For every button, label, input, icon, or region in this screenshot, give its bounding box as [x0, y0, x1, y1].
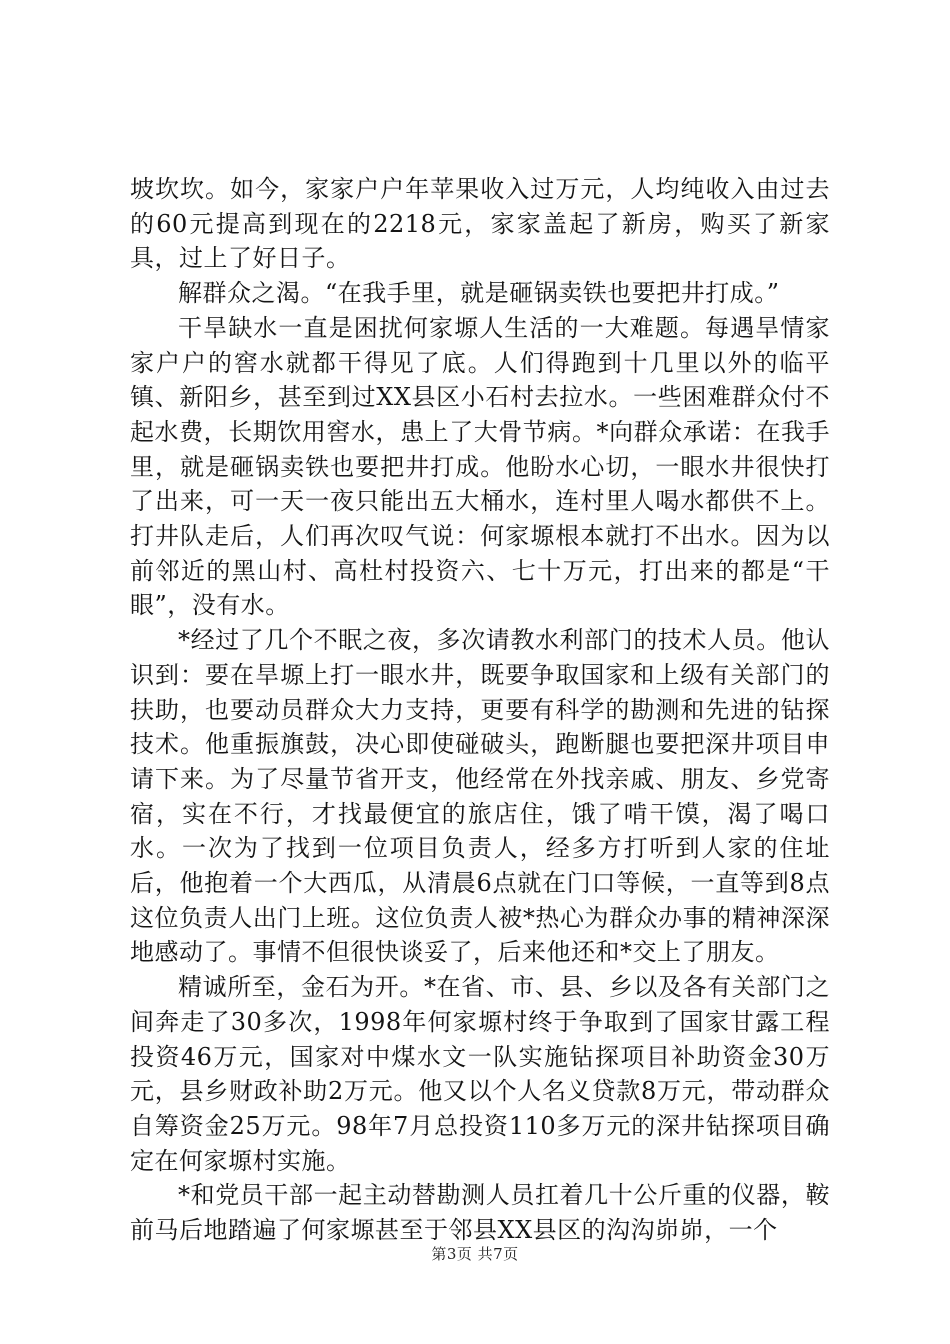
paragraph: 解群众之渴。“在我手里，就是砸锅卖铁也要把井打成。”	[178, 279, 780, 308]
paragraph: *经过了几个不眠之夜，多次请教水利部门的技术人员。他认识到：要在旱塬上打一眼水井，既要争取国家和上级有关部门的扶助，也要动员群众大力支持，更要有科学的勘测和先进的钻探技术。他重振旗鼓，决心即使碰破头，跑断腿也要把深井项目申请下来。为了尽量节省开支，他经常在外找亲戚、朋友、乡党寄宿，实在不行，才找最便宜的旅店住，饿了啃干馍，渴了喝口水。一次为了找到一位项目负责人，经多方打听到人家的住址后，他抱着一个大西瓜，从清晨6点就在门口等候，一直等到8点这位负责人出门上班。这位负责人被*热心为群众办事的精神深深地感动了。事情不但很快谈妥了，后来他还和*交上了朋友。	[130, 626, 830, 967]
document-body	[130, 172, 830, 1248]
page-footer: 第3页 共7页	[431, 1245, 519, 1263]
paragraph-continued: 坡坎坎。如今，家家户户年苹果收入过万元，人均纯收入由过去的60元提高到现在的2218元，家家盖起了新房，购买了新家具，过上了好日子。	[130, 175, 830, 273]
paragraph: 精诚所至，金石为开。*在省、市、县、乡以及各有关部门之间奔走了30多次，1998年何家塬村终于争取到了国家甘露工程投资46万元，国家对中煤水文一队实施钻探项目补助资金30万元，县乡财政补助2万元。他又以个人名义贷款8万元，带动群众自筹资金25万元。98年7月总投资110多万元的深井钻探项目确定在何家塬村实施。	[130, 973, 830, 1175]
paragraph: 干旱缺水一直是困扰何家塬人生活的一大难题。每遇旱情家家户户的窖水就都干得见了底。人们得跑到十几里以外的临平镇、新阳乡，甚至到过XX县区小石村去拉水。一些困难群众付不起水费，长期饮用窖水，患上了大骨节病。*向群众承诺：在我手里，就是砸锅卖铁也要把井打成。他盼水心切，一眼水井很快打了出来，可一天一夜只能出五大桶水，连村里人喝水都供不上。打井队走后，人们再次叹气说：何家塬根本就打不出水。因为以前邻近的黑山村、高杜村投资六、七十万元，打出来的都是“干眼”，没有水。	[130, 313, 830, 620]
paragraph: *和党员干部一起主动替勘测人员扛着几十公斤重的仪器，鞍前马后地踏遍了何家塬甚至于邻县XX县区的沟沟峁峁，一个	[130, 1181, 830, 1245]
